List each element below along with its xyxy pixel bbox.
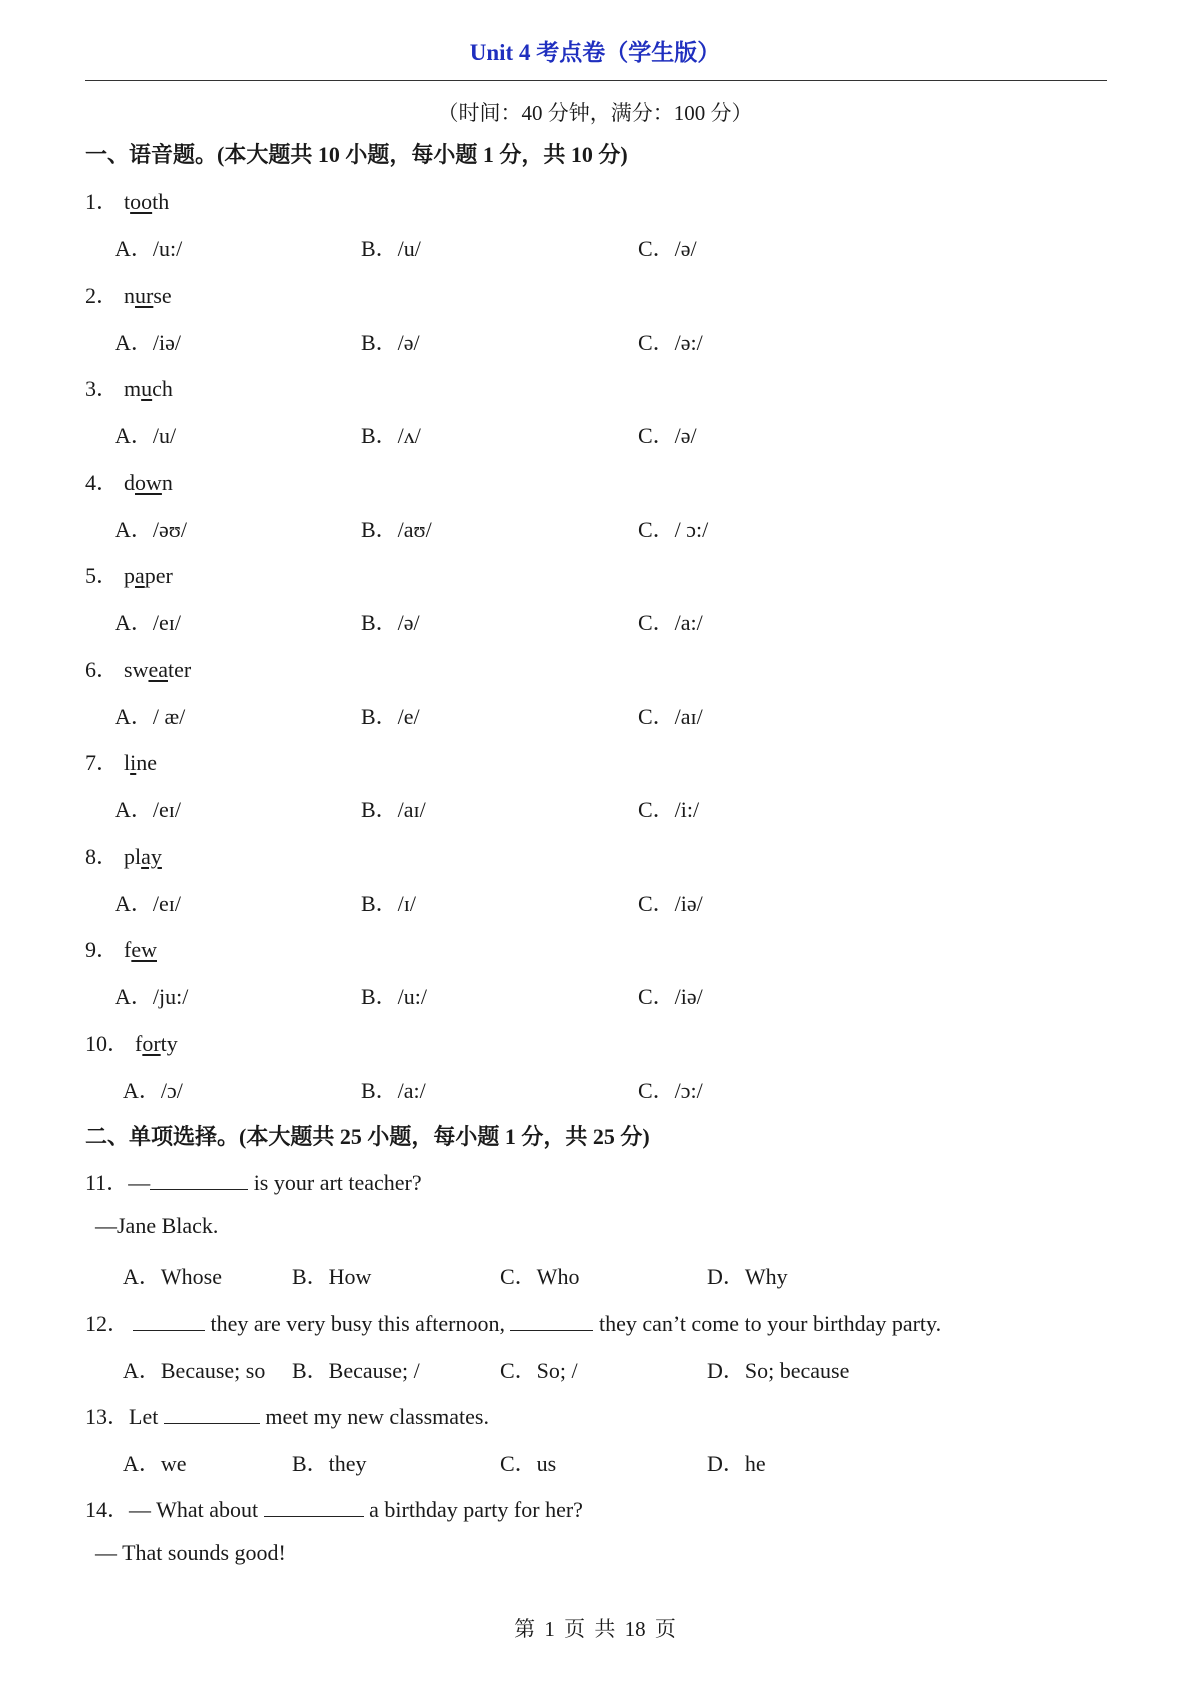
- question-10: [85, 1027, 178, 1058]
- word-part: ne: [136, 750, 158, 775]
- answer-blank: [264, 1498, 364, 1517]
- word-part: se: [153, 283, 172, 308]
- question-number: 7．: [85, 750, 119, 775]
- underlined-letters: ow: [135, 470, 162, 495]
- word-part: f: [135, 1031, 143, 1056]
- word-part: ty: [160, 1031, 178, 1056]
- question-word: [124, 189, 169, 215]
- word-part: l: [124, 750, 131, 775]
- question-number: 14．: [85, 1497, 130, 1522]
- underlined-letters: u: [141, 376, 153, 401]
- question-word: [124, 844, 162, 870]
- option-a: A．/u/: [115, 423, 177, 448]
- option-b: B．How: [292, 1264, 372, 1289]
- word-part: t: [124, 189, 131, 214]
- question-number: 9．: [85, 937, 119, 962]
- question-11-answer: —Jane Black.: [95, 1213, 219, 1238]
- underlined-letters: ew: [131, 937, 157, 962]
- option-b: B．/ə/: [361, 330, 420, 355]
- word-part: per: [144, 563, 173, 588]
- section-2-heading: 二、单项选择。(本大题共 25 小题，每小题 1 分，共 25 分): [85, 1124, 650, 1149]
- option-c: C．So; /: [500, 1358, 578, 1383]
- question-9: [85, 933, 157, 964]
- answer-blank: [164, 1405, 260, 1424]
- question-text: a birthday party for her?: [363, 1497, 583, 1522]
- underlined-letters: ay: [141, 844, 162, 869]
- question-13: [85, 1400, 489, 1431]
- option-b: B．/aʊ/: [361, 517, 432, 542]
- option-d: D．So; because: [707, 1358, 850, 1383]
- underlined-letters: ea: [148, 657, 168, 682]
- option-d: D．he: [707, 1451, 766, 1476]
- option-a: A．/eɪ/: [115, 610, 181, 635]
- question-text: — What about: [129, 1497, 264, 1522]
- option-a: A．/u:/: [115, 236, 183, 261]
- word-part: d: [124, 470, 136, 495]
- header-divider: [85, 80, 1107, 81]
- option-a: A．/iə/: [115, 330, 181, 355]
- option-c: C．/aɪ/: [638, 704, 703, 729]
- word-part: ter: [168, 657, 192, 682]
- question-1: [85, 185, 169, 216]
- question-word: [124, 283, 172, 309]
- question-14: [85, 1493, 583, 1524]
- question-5: [85, 559, 173, 590]
- option-c: C．/ə:/: [638, 330, 703, 355]
- document-title: Unit 4 考点卷（学生版）: [469, 40, 721, 65]
- option-b: B．/u/: [361, 236, 421, 261]
- question-word: [124, 657, 191, 683]
- option-c: C．/ ɔ:/: [638, 517, 709, 542]
- question-word: [124, 937, 157, 963]
- option-b: B．/u:/: [361, 984, 428, 1009]
- question-text: they are very busy this afternoon,: [205, 1311, 511, 1336]
- question-3: [85, 372, 173, 403]
- option-c: C．/i:/: [638, 797, 700, 822]
- question-12: [85, 1307, 941, 1338]
- option-b: B．/ʌ/: [361, 423, 421, 448]
- question-4: [85, 466, 173, 497]
- word-part: n: [124, 283, 136, 308]
- option-a: A．/ɔ/: [123, 1078, 183, 1103]
- option-c: C．/iə/: [638, 891, 703, 916]
- option-b: B．/aɪ/: [361, 797, 426, 822]
- word-part: f: [124, 937, 132, 962]
- question-number: 10．: [85, 1031, 130, 1056]
- option-a: A．Because; so: [123, 1358, 266, 1383]
- question-number: 4．: [85, 470, 119, 495]
- question-7: [85, 746, 157, 777]
- word-part: p: [124, 563, 136, 588]
- question-text: they can’t come to your birthday party.: [593, 1311, 942, 1336]
- question-number: 8．: [85, 844, 119, 869]
- question-8: [85, 840, 162, 871]
- underlined-letters: ur: [135, 283, 154, 308]
- question-number: 2．: [85, 283, 119, 308]
- option-a: A．/eɪ/: [115, 891, 181, 916]
- option-c: C．/ɔ:/: [638, 1078, 703, 1103]
- option-c: C．Who: [500, 1264, 580, 1289]
- option-c: C．/a:/: [638, 610, 703, 635]
- question-number: 11．: [85, 1170, 129, 1195]
- underlined-letters: i: [130, 750, 137, 775]
- word-part: th: [152, 189, 170, 214]
- option-a: A．/əʊ/: [115, 517, 187, 542]
- option-a: A．/ju:/: [115, 984, 189, 1009]
- question-word: [124, 376, 173, 402]
- question-number: 1．: [85, 189, 119, 214]
- option-b: B．they: [292, 1451, 367, 1476]
- word-part: ch: [152, 376, 173, 401]
- answer-blank: [150, 1171, 248, 1190]
- question-word: [124, 563, 173, 589]
- option-a: A．/eɪ/: [115, 797, 181, 822]
- option-b: B．/a:/: [361, 1078, 426, 1103]
- question-number: 13．: [85, 1404, 130, 1429]
- exam-time-info: （时间：40 分钟，满分：100 分）: [437, 101, 753, 125]
- option-c: C．/iə/: [638, 984, 703, 1009]
- answer-blank: [133, 1312, 205, 1331]
- question-number: 5．: [85, 563, 119, 588]
- section-1-heading: 一、语音题。(本大题共 10 小题，每小题 1 分，共 10 分): [85, 142, 628, 167]
- word-part: m: [124, 376, 142, 401]
- option-d: D．Why: [707, 1264, 788, 1289]
- option-b: B．/ɪ/: [361, 891, 417, 916]
- question-number: 6．: [85, 657, 119, 682]
- option-b: B．/e/: [361, 704, 420, 729]
- option-a: A．we: [123, 1451, 187, 1476]
- dash: —: [128, 1170, 151, 1195]
- question-text: Let: [129, 1404, 164, 1429]
- word-part: n: [161, 470, 173, 495]
- page-footer: 第 1 页 共 18 页: [514, 1617, 676, 1641]
- option-a: A．/ æ/: [115, 704, 186, 729]
- question-number: 12．: [85, 1311, 130, 1336]
- word-part: pl: [124, 844, 142, 869]
- option-b: B．/ə/: [361, 610, 420, 635]
- question-text: is your art teacher?: [248, 1170, 422, 1195]
- underlined-letters: or: [142, 1031, 161, 1056]
- option-c: C．/ə/: [638, 423, 697, 448]
- word-part: sw: [124, 657, 149, 682]
- question-word: [124, 470, 173, 496]
- question-word: [124, 750, 157, 776]
- option-a: A．Whose: [123, 1264, 222, 1289]
- question-11: [85, 1166, 422, 1197]
- answer-blank: [510, 1312, 593, 1331]
- underlined-letters: a: [135, 563, 145, 588]
- option-c: C．us: [500, 1451, 557, 1476]
- option-c: C．/ə/: [638, 236, 697, 261]
- question-text: meet my new classmates.: [259, 1404, 489, 1429]
- question-2: [85, 279, 172, 310]
- underlined-letters: oo: [130, 189, 153, 214]
- question-14-answer: — That sounds good!: [95, 1540, 286, 1565]
- question-word: [135, 1031, 178, 1057]
- question-6: [85, 653, 191, 684]
- question-number: 3．: [85, 376, 119, 401]
- option-b: B．Because; /: [292, 1358, 420, 1383]
